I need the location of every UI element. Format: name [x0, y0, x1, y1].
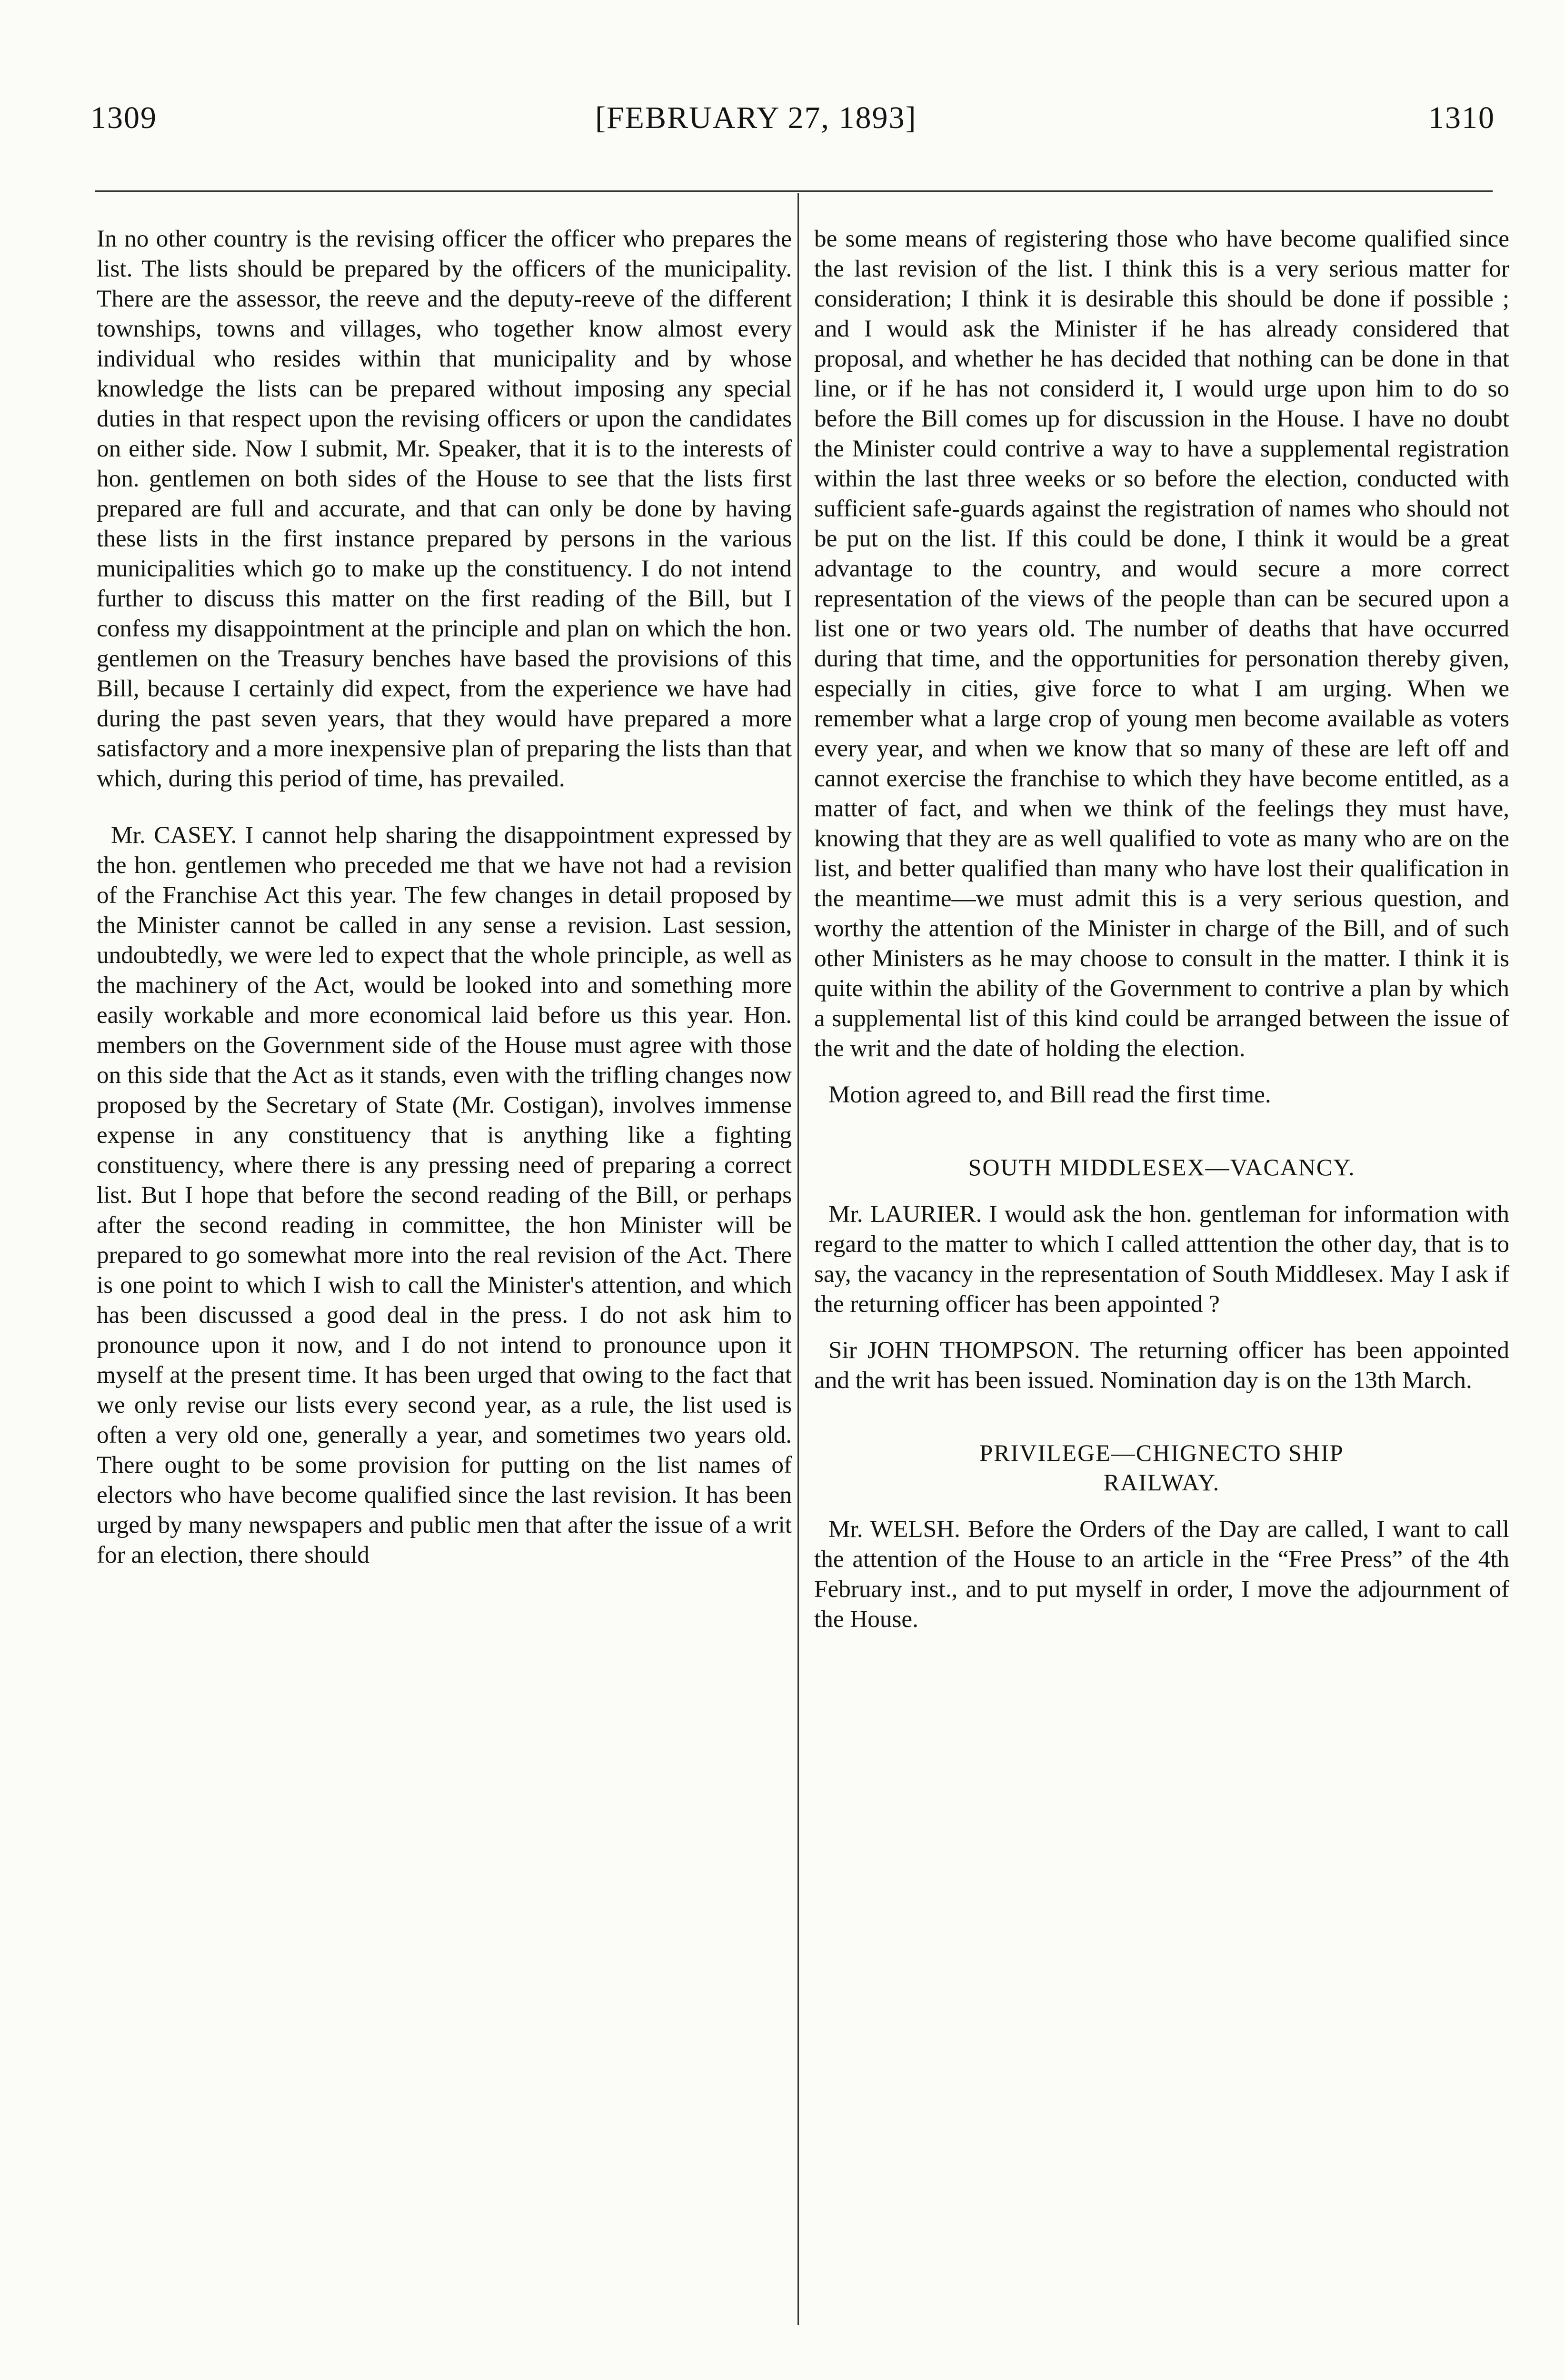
section-heading-chignecto-line2: RAILWAY. — [1103, 1469, 1220, 1496]
paragraph-motion: Motion agreed to, and Bill read the first time. — [828, 1081, 1271, 1108]
paragraph-laurier: Mr. LAURIER. I would ask the hon. gentleman for information with regard to the matter to which I called atttention the other day, that is to say, the vacancy in the representation of South Middlesex. May I ask if the returning officer has been appointed ? — [814, 1200, 1509, 1318]
page-header — [90, 100, 1495, 148]
left-page-number: 1309 — [90, 100, 157, 135]
section-heading-south-middlesex: SOUTH MIDDLESEX—VACANCY. — [968, 1154, 1356, 1180]
section-heading-chignecto — [814, 1438, 1509, 1497]
left-column — [97, 224, 792, 1570]
column-divider — [797, 193, 799, 2325]
paragraph-revising-officer: In no other country is the revising officer the officer who prepares the list. The lists should be prepared by the officers of the municipality. There are the assessor, the reeve and the deputy-reeve of the different townships, towns and villages, who together know almost every individual who resides within that municipality and by whose knowledge the lists can be prepared without imposing any special duties in that respect upon the revising officers or upon the candidates on either side. Now I submit, Mr. Speaker, that it is to the interests of hon. gentlemen on both sides of the House to see that the lists first prepared are full and accurate, and that can only be done by having these lists in the first instance prepared by persons in the various municipalities which go to make up the constituency. I do not intend further to discuss this matter on the first reading of the Bill, but I confess my disappointment at the principle and plan on which the hon. gentlemen on the Treasury benches have based the provisions of this Bill, because I certainly did expect, from the experience we have had during the past seven years, that they would have prepared a more satisfactory and a more inexpensive plan of preparing the lists than that which, during this period of time, has prevailed. — [97, 225, 792, 792]
section-heading-chignecto-line1: PRIVILEGE—CHIGNECTO SHIP — [979, 1439, 1344, 1466]
paragraph-casey: Mr. CASEY. I cannot help sharing the disappointment expressed by the hon. gentlemen who preceded me that we have not had a revision of the Franchise Act this year. The few changes in detail proposed by the Minister cannot be called in any sense a revision. Last session, undoubtedly, we were led to expect that the whole principle, as well as the machinery of the Act, would be looked into and something more easily workable and more economical laid before us this year. Hon. members on the Government side of the House must agree with those on this side that the Act as it stands, even with the trifling changes now proposed by the Secretary of State (Mr. Costigan), involves immense expense in any constituency that is anything like a fighting constituency, where there is any pressing need of preparing a correct list. But I hope that before the second reading of the Bill, or perhaps after the second reading in committee, the hon Minister will be prepared to go somewhat more into the real revision of the Act. There is one point to which I wish to call the Minister's attention, and which has been discussed a good deal in the press. I do not ask him to pronounce upon it now, and I do not intend to pronounce upon it myself at the present time. It has been urged that owing to the fact that we only revise our lists every second year, as a rule, the list used is often a very old one, generally a year, and sometimes two years old. There ought to be some provision for putting on the list names of electors who have become qualified since the last revision. It has been urged by many newspapers and public men that after the issue of a writ for an election, there should — [97, 822, 792, 1568]
paragraph-thompson: Sir JOHN THOMPSON. The returning officer has been appointed and the writ has been issued. Nomination day is on the 13th March. — [814, 1337, 1509, 1394]
paragraph-casey-continued: be some means of registering those who have become qualified since the last revision of the list. I think this is a very serious matter for consideration; I think it is desirable this should be done if possible ; and I would ask the Minister if he has already considered that proposal, and whether he has decided that nothing can be done in that line, or if he has not considerd it, I would urge upon him to do so before the Bill comes up for discussion in the House. I have no doubt the Minister could contrive a way to have a supplemental registration within the last three weeks or so before the election, conducted with sufficient safe-guards against the registration of names who should not be put on the list. If this could be done, I think it would be a great advantage to the country, and would secure a more correct representation of the views of the people than can be secured upon a list one or two years old. The number of deaths that have occurred during that time, and the opportunities for personation thereby given, especially in cities, give force to what I am urging. When we remember what a large crop of young men become available as voters every year, and when we know that so many of these are left off and cannot exercise the franchise to which they have become entitled, as a matter of fact, and when we think of the feelings they must have, knowing that they are as well qualified to vote as many who are on the list, and better qualified than many who have lost their qualification in the meantime—we must admit this is a very serious question, and worthy the attention of the Minister in charge of the Bill, and of such other Ministers as he may choose to consult in the matter. I think it is quite within the ability of the Government to contrive a plan by which a supplemental list of this kind could be arranged between the issue of the writ and the date of holding the election. — [814, 225, 1509, 1062]
page-date: [FEBRUARY 27, 1893] — [595, 100, 917, 135]
right-page-number: 1310 — [1428, 100, 1495, 135]
header-rule — [95, 190, 1493, 192]
paragraph-welsh: Mr. WELSH. Before the Orders of the Day are called, I want to call the attention of the House to an article in the “Free Press” of the 4th February inst., and to put myself in order, I move the adjournment of the House. — [814, 1516, 1509, 1633]
right-column — [814, 224, 1509, 1634]
